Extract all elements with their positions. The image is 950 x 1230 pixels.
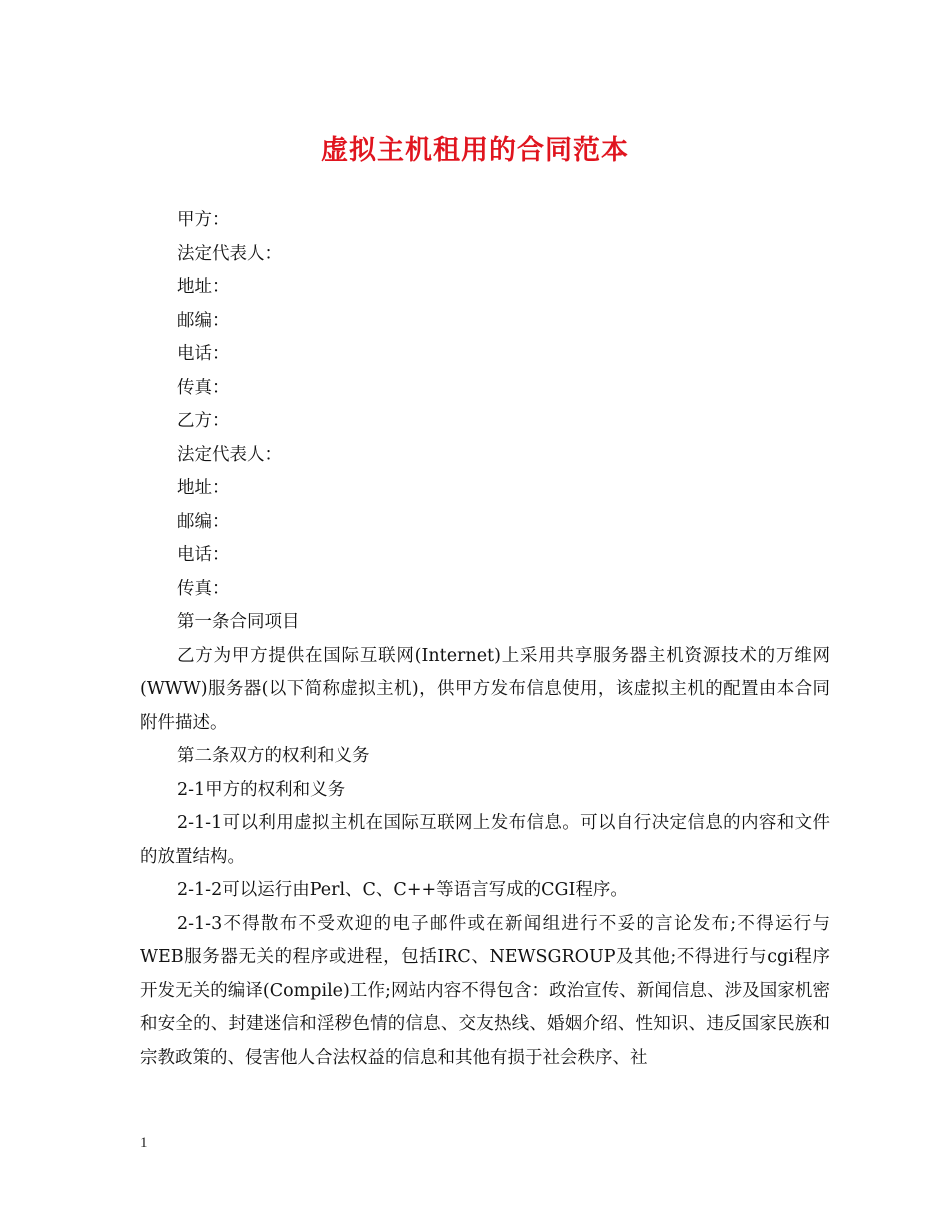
paragraph: 电话： [177,545,230,565]
paragraph: 邮编： [177,511,230,532]
paragraph: 传真： [177,377,230,398]
section-heading: 第二条双方的权利和义务 [177,746,370,766]
paragraph: 地址： [177,478,230,498]
paragraph: 地址： [177,277,230,297]
paragraph: 传真： [177,578,230,599]
paragraph: 邮编： [177,310,230,331]
paragraph: 2-1-3不得散布不受欢迎的电子邮件或在新闻组进行不妥的言论发布;不得运行与WEB服务器无关的程序或进程，包括IRC、NEWSGROUP及其他;不得进行与cgi程序开发无关的编译(Compile)工作;网站内容不得包含：政治宣传、新闻信息、涉及国家机密和安全的、封建迷信和淫秽色情的信息、交友热线、婚姻介绍、性知识、违反国家民族和宗教政策的、侵害他人合法权益的信息和其他有损于社会秩序、社 [140,913,830,1068]
paragraph: 法定代表人： [177,444,282,465]
paragraph: 乙方为甲方提供在国际互联网(Internet)上采用共享服务器主机资源技术的万维网(WWW)服务器(以下简称虚拟主机)，供甲方发布信息使用，该虚拟主机的配置由本合同附件描述。 [140,645,830,733]
page-number: 1 [140,1135,148,1151]
paragraph: 电话： [177,344,230,364]
paragraph: 甲方： [177,210,230,230]
paragraph: 2-1-1可以利用虚拟主机在国际互联网上发布信息。可以自行决定信息的内容和文件的放置结构。 [140,813,830,867]
paragraph: 2-1-2可以运行由Perl、C、C++等语言写成的CGI程序。 [177,880,628,900]
paragraph: 乙方： [177,411,230,431]
section-heading: 第一条合同项目 [177,612,300,632]
subsection-heading: 2-1甲方的权利和义务 [177,779,346,800]
paragraph: 法定代表人： [177,243,282,264]
document-title: 虚拟主机租用的合同范本 [321,135,629,166]
document-body [140,204,830,1075]
